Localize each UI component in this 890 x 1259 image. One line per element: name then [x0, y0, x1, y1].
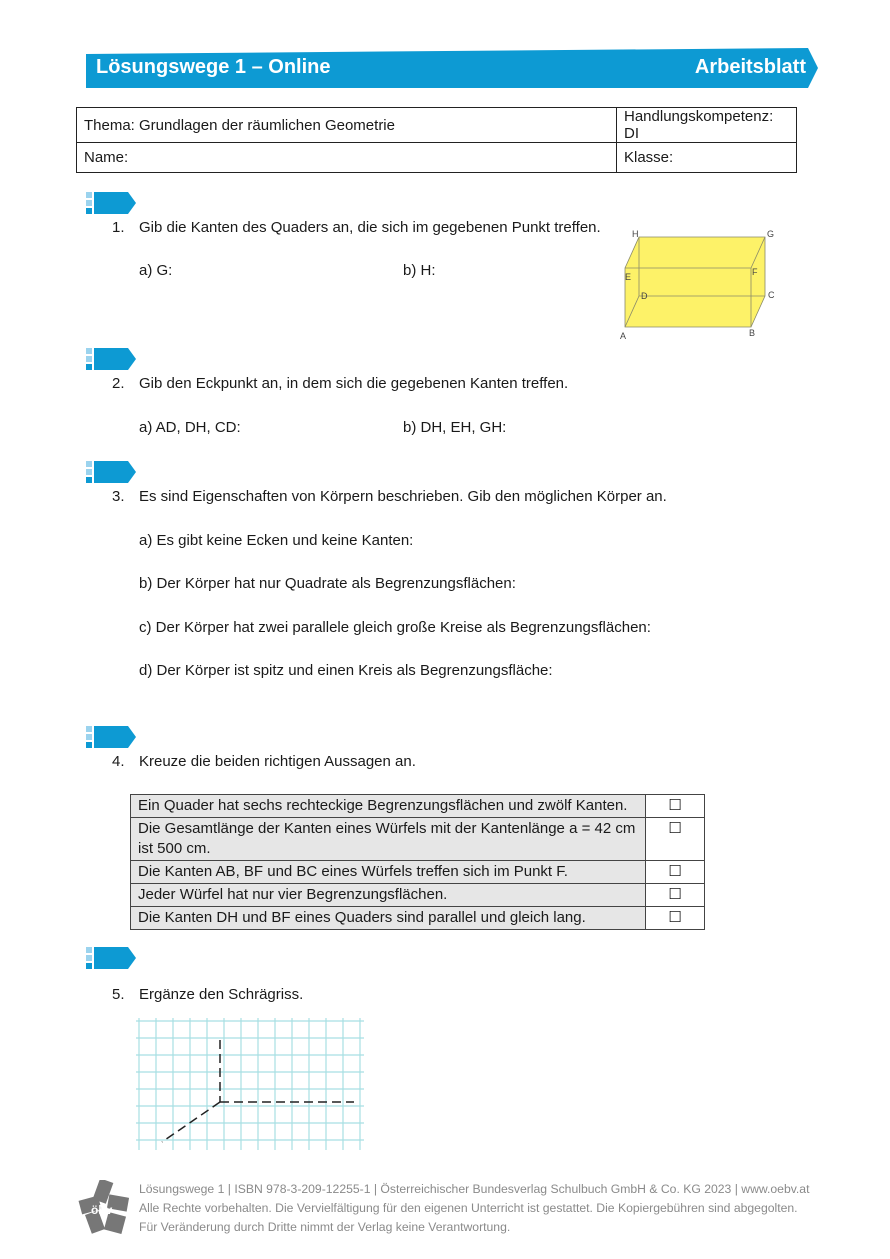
name-field[interactable]: Name: [77, 143, 617, 173]
cube-label-f: F [752, 267, 758, 277]
statement-checkbox[interactable]: ☐ [646, 884, 705, 907]
header-banner [86, 48, 818, 88]
cube-label-h: H [632, 229, 639, 239]
statement-checkbox[interactable]: ☐ [646, 818, 705, 861]
cuboid-figure [616, 226, 786, 344]
task-marker-1 [86, 192, 136, 214]
cube-label-a: A [620, 331, 627, 341]
task-1-number: 1. [112, 219, 125, 236]
statement-text: Die Kanten AB, BF und BC eines Würfels treffen sich im Punkt F. [131, 861, 646, 884]
footer-line-1: Lösungswege 1 | ISBN 978-3-209-12255-1 | Österreichischer Bundesverlag Schulbuch GmbH & Co. KG 2023 | www.oebv.at [139, 1182, 810, 1196]
task-3-text: Es sind Eigenschaften von Körpern beschrieben. Gib den möglichen Körper an. [139, 488, 667, 505]
cube-label-d: D [641, 291, 648, 301]
footer-line-2: Alle Rechte vorbehalten. Die Vervielfältigung für den eigenen Unterricht ist gestattet. Die Kopiergebühren sind abgegolten. [139, 1201, 798, 1215]
task-2-number: 2. [112, 375, 125, 392]
statement-text: Jeder Würfel hat nur vier Begrenzungsflächen. [131, 884, 646, 907]
task-5-text: Ergänze den Schrägriss. [139, 986, 304, 1003]
topic-cell: Thema: Grundlagen der räumlichen Geometrie [77, 108, 617, 143]
statement-text: Ein Quader hat sechs rechteckige Begrenzungsflächen und zwölf Kanten. [131, 795, 646, 818]
statement-checkbox[interactable]: ☐ [646, 861, 705, 884]
task-1-text: Gib die Kanten des Quaders an, die sich im gegebenen Punkt treffen. [139, 219, 601, 236]
task-marker-3 [86, 461, 136, 483]
task-3b-label: b) Der Körper hat nur Quadrate als Begrenzungsflächen: [139, 575, 516, 592]
cube-label-b: B [749, 328, 756, 338]
task-2a-label: a) AD, DH, CD: [139, 419, 241, 436]
footer [139, 1180, 809, 1237]
page-title: Lösungswege 1 – Online [96, 56, 331, 78]
task-3c-label: c) Der Körper hat zwei parallele gleich große Kreise als Begrenzungsflächen: [139, 619, 651, 636]
task-2-text: Gib den Eckpunkt an, in dem sich die gegebenen Kanten treffen. [139, 375, 569, 392]
task-4-text: Kreuze die beiden richtigen Aussagen an. [139, 753, 416, 770]
task-2b-label: b) DH, EH, GH: [403, 419, 507, 436]
statement-row [131, 861, 705, 884]
oebv-logo [78, 1180, 132, 1234]
cube-label-e: E [625, 272, 632, 282]
statement-checkbox[interactable]: ☐ [646, 907, 705, 930]
statement-table [130, 794, 705, 930]
task-4-number: 4. [112, 753, 125, 770]
statement-text: Die Kanten DH und BF eines Quaders sind parallel und gleich lang. [131, 907, 646, 930]
task-1a-label: a) G: [139, 262, 173, 279]
task-3a-label: a) Es gibt keine Ecken und keine Kanten: [139, 532, 414, 549]
task-5-number: 5. [112, 986, 125, 1003]
statement-row [131, 795, 705, 818]
statement-checkbox[interactable]: ☐ [646, 795, 705, 818]
logo-text: öbv [91, 1203, 113, 1217]
cube-label-g: G [767, 229, 775, 239]
task-3d-label: d) Der Körper ist spitz und einen Kreis als Begrenzungsfläche: [139, 662, 553, 679]
class-field[interactable]: Klasse: [617, 143, 797, 173]
task-3-number: 3. [112, 488, 125, 505]
task-marker-2 [86, 348, 136, 370]
footer-line-3: Für Veränderung durch Dritte nimmt der Verlag keine Verantwortung. [139, 1220, 511, 1234]
task-1b-label: b) H: [403, 262, 436, 279]
statement-text: Die Gesamtlänge der Kanten eines Würfels mit der Kantenlänge a = 42 cm ist 500 cm. [131, 818, 646, 861]
document-type: Arbeitsblatt [694, 56, 806, 78]
task-marker-4 [86, 726, 136, 748]
oblique-drawing-grid[interactable] [136, 1018, 364, 1150]
statement-row [131, 907, 705, 930]
competence-cell: Handlungskompetenz: DI [617, 108, 797, 143]
task-marker-5 [86, 947, 136, 969]
statement-row [131, 818, 705, 861]
cube-label-c: C [768, 290, 775, 300]
statement-row [131, 884, 705, 907]
info-table [76, 107, 797, 173]
